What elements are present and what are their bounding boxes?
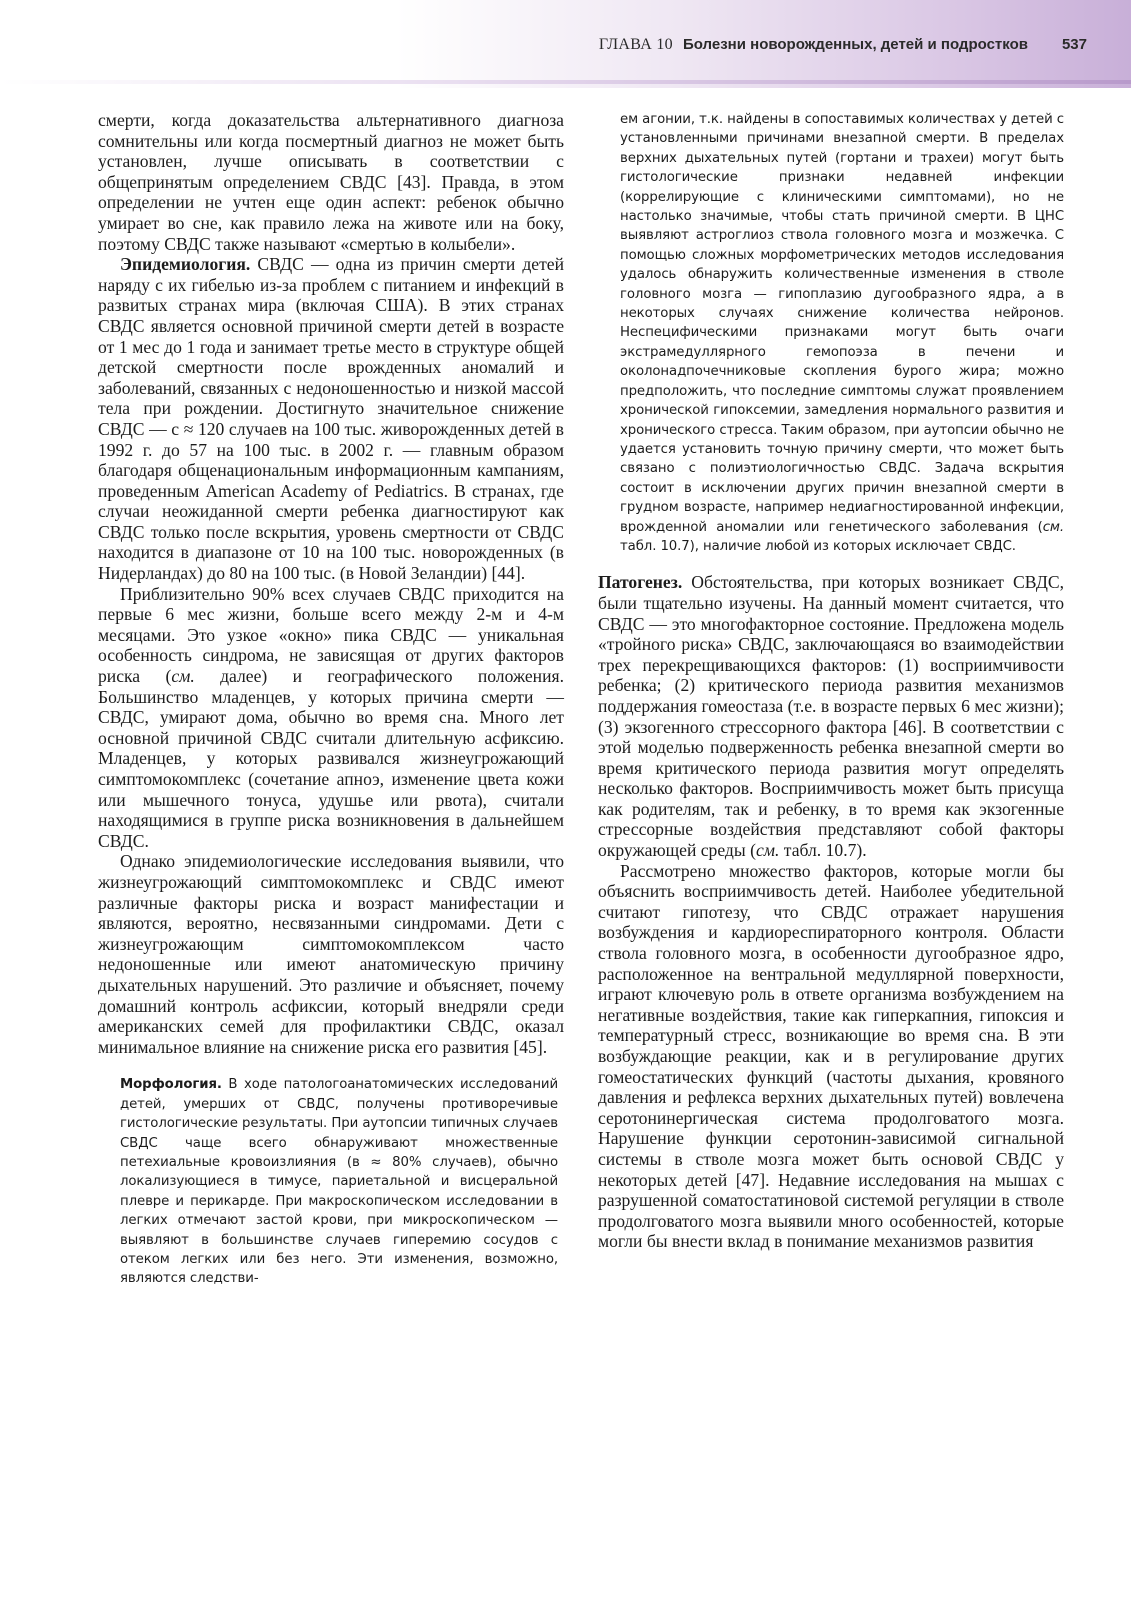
morphology-block [98,1075,564,1288]
page-number: 537 [1061,36,1087,53]
morphology-continued [598,110,1064,556]
chapter-title: Болезни новорожденных, детей и подростков [682,36,1028,53]
age-window-text-a: Приблизительно 90% всех случаев СВДС приходится на первые 6 мес жизни, больше всего между 2-м и 4-м месяцами. Это узкое «окно» пика СВДС — уникальная особенность синдрома, не зависящая от других факторов риска ( [98,583,564,687]
paragraph-age-window [98,584,564,852]
paragraph-susceptibility: Рассмотрено множество факторов, которые могли бы объяснить восприимчивость детей. Наиболее убедительной считают гипотезу, что СВДС отражает нарушения возбуждения и кардиореспираторного контроля. Области ствола головного мозга, в особенности дугообразное ядро, расположенное на вентральной медуллярной поверхности, играют ключевую роль в ответе организма возбуждением на негативные воздействия, такие как гиперкапния, гипоксия и температурный стресс, возникающие во время сна. В эти возбуждающие реакции, как и в регулирование других гомеостатических функций (частоты дыхания, кровяного давления и рефлекса верхних дыхательных путей) вовлечена серотонинергическая система продолговатого мозга. Нарушение функции серотонин-зависимой сигнальной системы в стволе мозга может быть основой СВДС у некоторых детей [47]. Недавние исследования на мышах с разрушенной соматостатиновой системой регуляции в стволе продолговатого мозга выявили много особенностей, которые могли бы внести вклад в понимание механизмов развития [598,860,1064,1252]
paragraph-pathogenesis [598,572,1064,860]
left-column [98,110,564,1289]
morphology-heading: Морфология. [120,1077,222,1093]
epidemiology-text: СВДС — одна из причин смерти детей наряду с их гибелью из-за проблем с питанием и инфекций в развитых странах мира (включая США). В этих странах СВДС является основной причиной смерти детей в возрасте от 1 мес до 1 года и занимает третье место в структуре общей детской смертности после врожденных аномалий и заболеваний, связанных с недоношенностью и низкой массой тела при рождении. Достигнуто значительное снижение СВДС — с ≈ 120 случаев на 100 тыс. живорожденных детей в 1992 г. до 57 на 100 тыс. в 2002 г. — главным образом благодаря общенациональным информационным кампаниям, проведенным American Academy of Pediatrics. В странах, где случаи неожиданной смерти ребенка диагностируют как СВДС только после вскрытия, уровень смертности от СВДС находится в диапазоне от 10 на 100 тыс. новорожденных (в Нидерландах) до 80 на 100 тыс. (в Новой Зеландии) [44]. [98,254,564,584]
paragraph-sids-definition: смерти, когда доказательства альтернативного диагноза сомнительны или когда посмертный диагноз не может быть установлен, лучше описывать в соответствии с общепринятым определением СВДС [43]. Правда, в этом определении не учтен еще один аспект: ребенок обычно умирает во сне, как правило лежа на животе или на боку, поэтому СВДС также называют «смертью в колыбели». [98,110,564,254]
chapter-label: ГЛАВА 10 [598,36,673,53]
epidemiology-heading: Эпидемиология. [120,254,251,275]
morphology-text: В ходе патологоанатомических исследований детей, умерших от СВДС, получены противоречивые гистологические результаты. При аутопсии типичных случаев СВДС чаще всего обнаруживают множественные петехиальные кровоизлияния (в ≈ 80% случаев), обычно локализующиеся в тимусе, париетальной и висцеральной плевре и перикарде. При макроскопическом исследовании в легких отмечают застой крови, при микроскопическом — выявляют в большинстве случаев гиперемию сосудов с отеком легких или без него. Эти изменения, возможно, являются следстви- [120,1077,558,1287]
pathogenesis-text-a: Обстоятельства, при которых возникает СВДС, были тщательно изучены. На данный момент считается, что СВДС — это многофакторное состояние. Предложена модель «тройного риска» СВДС, заключающаяся во взаимодействии трех перекрещивающихся факторов: (1) восприимчивости ребенка; (2) критического периода развития механизмов поддержания гомеостаза (т.е. в возрасте первых 6 мес жизни); (3) экзогенного стрессорного фактора [46]. В соответствии с этой моделью подверженность ребенка внезапной смерти во время критического периода развития могут определять несколько факторов. Восприимчивость может быть присуща как родителям, так и ребенку, в то время как экзогенные стрессорные воздействия представляют собой факторы окружающей среды ( [598,572,1065,861]
morphology-continued-a: ем агонии, т.к. найдены в сопоставимых количествах у детей с установленными причинами внезапной смерти. В пределах верхних дыхательных путей (гортани и трахеи) могут быть гистологические признаки недавней инфекции (коррелирующие с клиническими симптомами), но не настолько значимые, чтобы стать причиной смерти. В ЦНС выявляют астроглиоз ствола головного мозга и мозжечка. С помощью сложных морфометрических методов исследования удалось обнаружить количественные изменения в стволе головного мозга — гипоплазию дугообразного ядра, а в некоторых случаях снижение количества нейронов. Неспецифическими признаками могут быть очаги экстрамедуллярного гемопоэза в печени и околонадпочечниковые скопления бурого жира; можно предположить, что последние симптомы служат проявлением хронической гипоксемии, замедления нормального развития и хронического стресса. Таким образом, при аутопсии обычно не удается установить точную причину смерти, что может быть связано с полиэтиологичностью СВДС. Задача вскрытия состоит в исключении других причин внезапной смерти в грудном возрасте, например недиагностированной инфекции, врожденной аномалии или генетического заболевания ( [620,112,1064,535]
see-reference: см. [755,840,780,861]
running-header [599,36,1087,54]
morphology-continued-b: табл. 10.7), наличие любой из которых исключает СВДС. [620,538,1016,554]
paragraph-epidemiological-studies: Однако эпидемиологические исследования выявили, что жизнеугрожающий симптомокомплекс и СВДС имеют различные факторы риска и возраст манифестации и являются, вероятно, несвязанными синдромами. Дети с жизнеугрожающим симптомокомплексом часто недоношенные или имеют анатомическую причину дыхательных нарушений. Это различие и объясняет, почему домашний контроль асфиксии, который внедряли среди американских семей для профилактики СВДС, оказал минимальное влияние на снижение риска его развития [45]. [98,851,564,1057]
pathogenesis-text-b: табл. 10.7). [779,840,867,861]
see-reference: см. [1042,519,1064,535]
see-reference: см. [171,666,195,687]
header-divider [0,80,1131,84]
right-column [598,110,1064,1252]
pathogenesis-heading: Патогенез. [598,572,683,593]
age-window-text-b: далее) и географического положения. Большинство младенцев, у которых причина смерти — СВДС, умирают дома, обычно во время сна. Много лет основной причиной СВДС считали длительную асфиксию. Младенцев, у которых развивался жизнеугрожающий симптомокомплекс (сочетание апноэ, изменение цвета кожи или мышечного тонуса, удушье или рвота), считали находящимися в группе риска возникновения в дальнейшем СВДС. [98,666,564,851]
paragraph-epidemiology [98,254,564,584]
